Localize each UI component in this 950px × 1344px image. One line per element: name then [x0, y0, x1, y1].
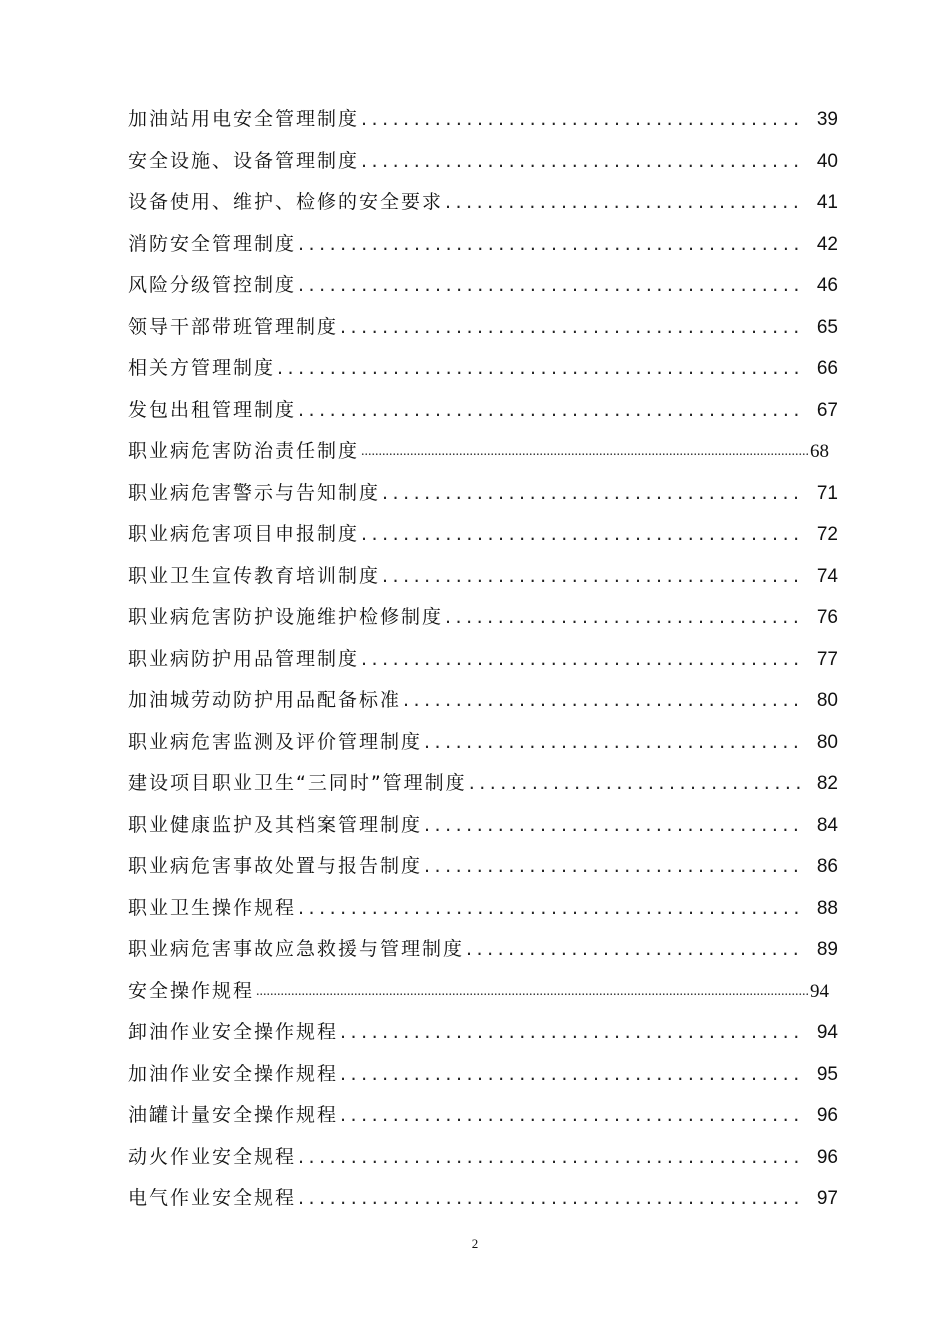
toc-entry-page: 42 [816, 233, 838, 255]
toc-entry-title: 职业病危害事故处置与报告制度 [128, 855, 423, 877]
toc-dot-leader [361, 141, 800, 183]
toc-entry-title: 加油作业安全操作规程 [128, 1062, 339, 1085]
toc-entry[interactable] [128, 99, 848, 141]
toc-entry-page: 71 [816, 482, 838, 504]
toc-entry[interactable] [128, 1178, 848, 1220]
toc-entry-title: 职业病危害防治责任制度 [128, 440, 360, 462]
toc-entry[interactable] [128, 182, 848, 224]
toc-entry[interactable] [128, 390, 848, 432]
toc-entry-page: 76 [816, 607, 838, 628]
toc-entry-title: 发包出租管理制度 [128, 398, 297, 421]
toc-dot-leader [424, 722, 800, 764]
toc-entry[interactable] [128, 224, 848, 266]
toc-entry[interactable] [128, 1054, 848, 1096]
toc-entry-page: 97 [816, 1188, 838, 1209]
toc-entry-title: 安全设施、设备管理制度 [128, 149, 360, 172]
toc-entry-title: 职业病危害警示与告知制度 [128, 481, 381, 504]
toc-dot-leader [466, 929, 800, 971]
toc-dot-leader [445, 182, 800, 224]
toc-entry[interactable] [128, 1012, 848, 1054]
toc-dot-leader [256, 971, 808, 1013]
toc-entry[interactable] [128, 888, 848, 930]
toc-entry-title: 动火作业安全规程 [128, 1145, 297, 1168]
toc-entry-page: 88 [816, 897, 838, 919]
toc-entry[interactable] [128, 473, 848, 515]
toc-entry-title: 职业卫生宣传教育培训制度 [128, 564, 381, 587]
toc-entry[interactable] [128, 722, 848, 764]
table-of-contents [128, 99, 848, 1220]
toc-entry-title: 油罐计量安全操作规程 [128, 1104, 339, 1126]
toc-entry[interactable] [128, 307, 848, 349]
toc-entry-title: 职业卫生操作规程 [128, 896, 297, 919]
toc-dot-leader [298, 888, 800, 930]
toc-entry-title: 相关方管理制度 [128, 357, 276, 379]
toc-entry-title: 设备使用、维护、检修的安全要求 [128, 191, 444, 213]
toc-dot-leader [340, 1054, 800, 1096]
toc-entry-title: 职业病危害监测及评价管理制度 [128, 730, 423, 753]
toc-entry-title: 电气作业安全规程 [128, 1187, 297, 1209]
toc-entry-page: 94 [810, 980, 829, 1002]
toc-dot-leader [382, 556, 800, 598]
toc-dot-leader [361, 99, 800, 141]
toc-entry[interactable] [128, 763, 848, 805]
toc-entry[interactable] [128, 597, 848, 639]
toc-dot-leader [361, 639, 800, 681]
toc-entry-page: 95 [816, 1063, 838, 1085]
toc-entry-page: 66 [816, 358, 838, 379]
toc-entry[interactable] [128, 1095, 848, 1137]
toc-entry-page: 80 [816, 690, 838, 711]
toc-dot-leader [340, 1095, 800, 1137]
toc-entry-title: 领导干部带班管理制度 [128, 315, 339, 338]
toc-dot-leader [298, 1137, 800, 1179]
toc-entry-title: 加油站用电安全管理制度 [128, 108, 360, 130]
toc-dot-leader [298, 265, 800, 307]
toc-entry[interactable] [128, 971, 848, 1013]
toc-dot-leader [298, 1178, 800, 1220]
toc-entry-title: 加油城劳动防护用品配备标准 [128, 689, 402, 711]
toc-entry-title: 职业病危害项目申报制度 [128, 523, 360, 545]
toc-dot-leader [298, 390, 800, 432]
toc-entry[interactable] [128, 265, 848, 307]
toc-entry-page: 67 [816, 399, 838, 421]
toc-entry-title: 职业健康监护及其档案管理制度 [128, 813, 423, 836]
toc-entry[interactable] [128, 639, 848, 681]
toc-entry-page: 74 [816, 565, 838, 587]
toc-entry-page: 68 [810, 441, 829, 462]
toc-dot-leader [298, 224, 800, 266]
toc-entry-page: 86 [816, 856, 838, 877]
toc-entry-page: 80 [816, 731, 838, 753]
toc-dot-leader [424, 805, 800, 847]
toc-entry[interactable] [128, 805, 848, 847]
toc-entry-title: 卸油作业安全操作规程 [128, 1021, 339, 1043]
toc-dot-leader [277, 348, 800, 390]
toc-entry[interactable] [128, 141, 848, 183]
toc-entry[interactable] [128, 556, 848, 598]
toc-entry-title: 安全操作规程 [128, 979, 255, 1002]
toc-entry[interactable] [128, 348, 848, 390]
toc-entry-title: 消防安全管理制度 [128, 232, 297, 255]
toc-entry-title: 风险分级管控制度 [128, 274, 297, 296]
toc-entry-page: 46 [816, 275, 838, 296]
toc-entry[interactable] [128, 514, 848, 556]
toc-entry-page: 96 [816, 1146, 838, 1168]
toc-entry[interactable] [128, 929, 848, 971]
toc-dot-leader [382, 473, 800, 515]
toc-dot-leader [424, 846, 800, 888]
toc-entry-title: 职业病危害事故应急救援与管理制度 [128, 938, 465, 960]
toc-entry-page: 41 [816, 192, 838, 213]
toc-dot-leader [403, 680, 800, 722]
toc-dot-leader [361, 431, 808, 473]
toc-entry-page: 65 [816, 316, 838, 338]
toc-dot-leader [445, 597, 800, 639]
toc-dot-leader [469, 763, 800, 805]
toc-entry-title: 职业病危害防护设施维护检修制度 [128, 606, 444, 628]
toc-entry-title: 职业病防护用品管理制度 [128, 647, 360, 670]
toc-dot-leader [361, 514, 800, 556]
toc-entry[interactable] [128, 846, 848, 888]
toc-entry-page: 84 [816, 814, 838, 836]
toc-entry[interactable] [128, 1137, 848, 1179]
toc-entry[interactable] [128, 431, 848, 473]
toc-entry[interactable] [128, 680, 848, 722]
page-number: 2 [471, 1236, 479, 1251]
toc-entry-title: 建设项目职业卫生“三同时”管理制度 [128, 772, 467, 794]
toc-entry-page: 40 [816, 150, 838, 172]
toc-entry-page: 82 [816, 773, 838, 794]
toc-entry-page: 94 [816, 1022, 838, 1043]
toc-entry-page: 77 [816, 648, 838, 670]
toc-entry-page: 39 [816, 109, 838, 130]
toc-dot-leader [340, 307, 800, 349]
toc-entry-page: 96 [816, 1105, 838, 1126]
toc-dot-leader [340, 1012, 800, 1054]
toc-entry-page: 72 [816, 524, 838, 545]
toc-entry-page: 89 [816, 939, 838, 960]
